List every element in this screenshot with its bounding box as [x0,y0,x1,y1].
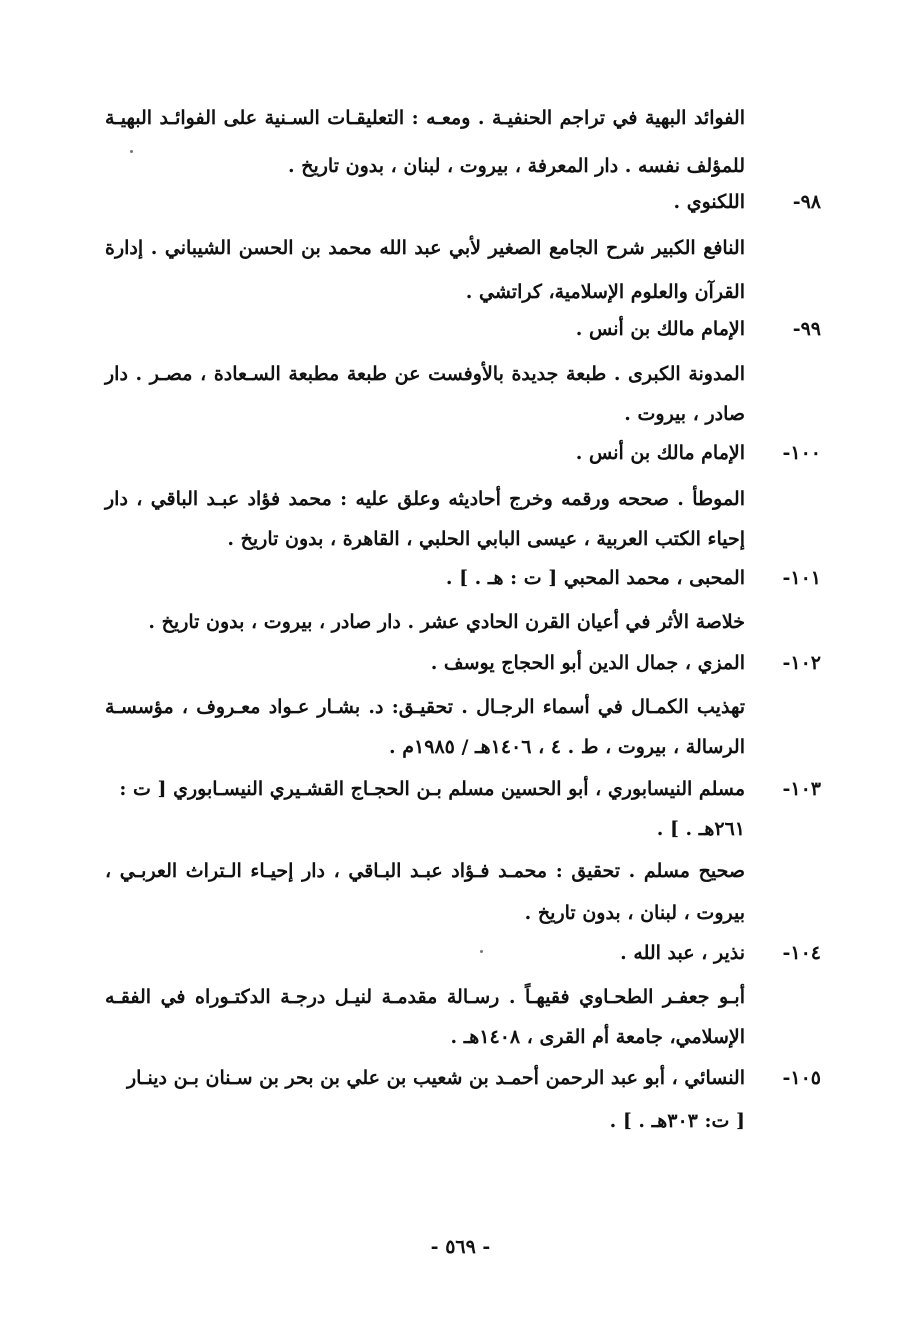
entry-author: نذير ، عبد الله . [620,942,745,964]
text-line: تهذيب الكمـال في أسماء الرجـال . تحقيـق: د. بشـار عـواد معـروف ، مؤسسـة [105,696,745,718]
text-line: القرآن والعلوم الإسلامية، كراتشي . [465,281,745,303]
entry-author: النسائي ، أبو عبد الرحمن أحمـد بن شعيب بن علي بن بحر بن سـنان بـن دينـار [126,1067,745,1089]
entry-number: ١٠٣- [782,778,821,800]
entry-number: ١٠٠- [782,442,821,464]
entry-author: اللكنوي . [673,191,745,213]
entry-number: ٩٨- [792,191,821,213]
entry-author: الإمام مالك بن أنس . [575,318,745,340]
text-line: أبـو جعفـر الطحـاوي فقيهـاً . رسـالة مقدمـة لنيـل درجـة الدكتـوراه في الفقـه [105,986,745,1008]
text-line: [ ت: ٣٠٣هـ . ] . [609,1110,745,1132]
text-line: الموطأ . صححه ورقمه وخرج أحاديثه وعلق عليه : محمد فؤاد عبـد الباقي ، دار [105,488,745,510]
entry-number: ١٠٢- [782,652,821,674]
scan-speck [480,950,483,953]
text-line: ٢٦١هـ . ] . [656,818,745,840]
text-line: المدونة الكبرى . طبعة جديدة بالأوفست عن طبعة مطبعة السـعادة ، مصـر . دار [105,363,745,385]
entry-number: ٩٩- [792,318,821,340]
entry-author: مسلم النيسابوري ، أبو الحسين مسلم بـن الحجـاج القشـيري النيسـابوري [ ت : [119,778,745,800]
entry-number: ١٠٤- [782,942,821,964]
page-number: - ٥٦٩ - [430,1236,491,1258]
entry-author: الإمام مالك بن أنس . [575,442,745,464]
text-line: الفوائد البهية في تراجم الحنفيـة . ومعـه : التعليقـات السـنية على الفوائـد البهيـة [105,107,745,129]
text-line: للمؤلف نفسه . دار المعرفة ، بيروت ، لبنان ، بدون تاريخ . [287,155,745,177]
entry-author: المزي ، جمال الدين أبو الحجاج يوسف . [430,652,745,674]
text-line: خلاصة الأثر في أعيان القرن الحادي عشر . دار صادر ، بيروت ، بدون تاريخ . [148,611,745,633]
text-line: الرسالة ، بيروت ، ط . ٤ ، ١٤٠٦هـ / ١٩٨٥م . [389,736,745,758]
scan-speck [130,150,133,153]
text-line: صحيح مسلم . تحقيق : محمـد فـؤاد عبـد البـاقي ، دار إحيـاء الـتراث العربـي ، [105,860,745,882]
text-line: بيروت ، لبنان ، بدون تاريخ . [524,902,745,924]
text-line: إحياء الكتب العربية ، عيسى البابي الحلبي ، القاهرة ، بدون تاريخ . [227,528,745,550]
text-line: الإسلامي، جامعة أم القرى ، ١٤٠٨هـ . [450,1026,745,1048]
text-line: صادر ، بيروت . [624,403,745,425]
text-line: النافع الكبير شرح الجامع الصغير لأبي عبد الله محمد بن الحسن الشيباني . إدارة [105,237,745,259]
entry-number: ١٠١- [782,567,821,589]
entry-number: ١٠٥- [782,1067,821,1089]
entry-author: المحبى ، محمد المحبي [ ت : هـ . ] . [445,567,745,589]
